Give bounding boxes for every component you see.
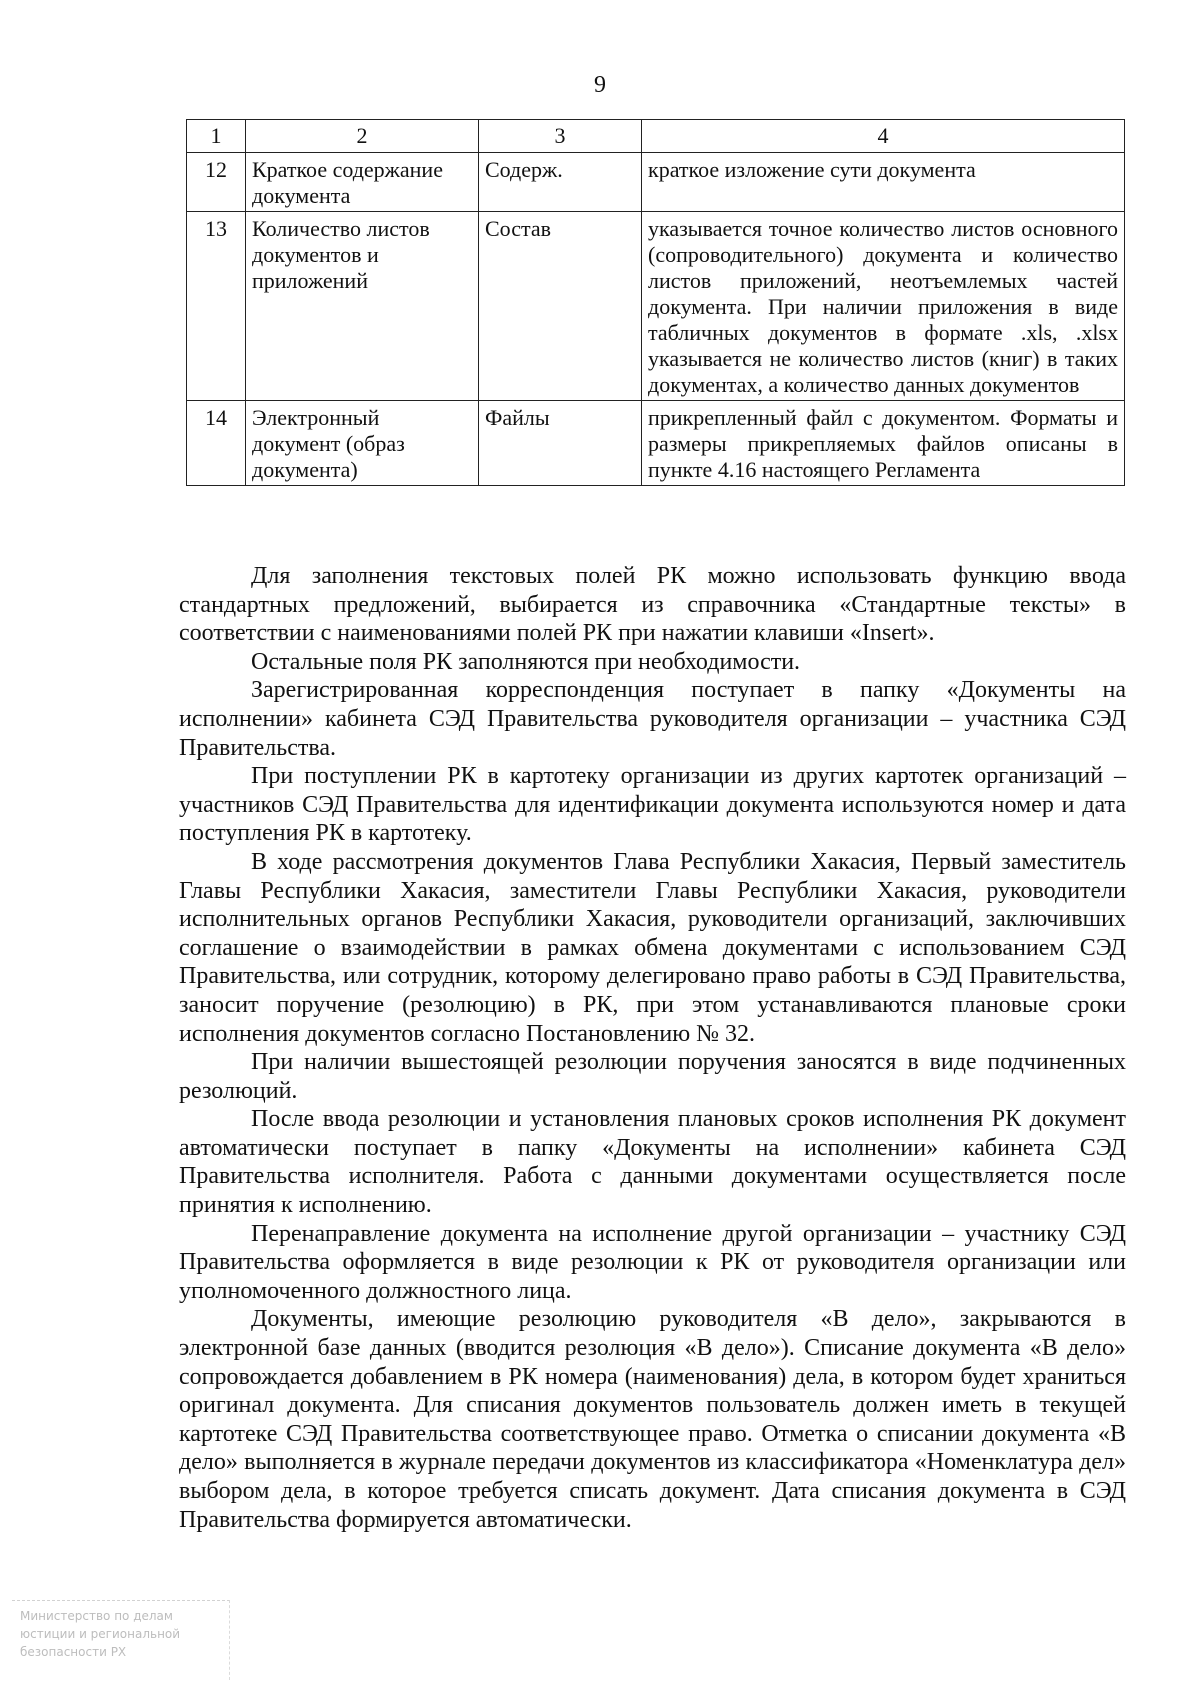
table-header-row (187, 120, 1125, 153)
paragraph: Перенаправление документа на исполнение другой организации – участнику СЭД Правительства оформляется в виде резолюции к РК от руководителя организации или уполномоченного должностного лица. (179, 1220, 1126, 1304)
paragraph: При поступлении РК в картотеку организации из других картотек организаций – участников СЭД Правительства для идентификации документа используются номер и дата поступления РК в картотеку. (179, 763, 1126, 847)
field-short-name: Состав (479, 212, 642, 401)
paragraph: В ходе рассмотрения документов Глава Республики Хакасия, Первый заместитель Главы Республики Хакасия, заместители Главы Республики Хакасия, руководители исполнительных органов Республики Хакасия, руководители организаций, заключивших соглашение о взаимодействии в рамках обмена документами с использованием СЭД Правительства, или сотрудник, которому делегировано право работы в СЭД Правительства, заносит поручение (резолюцию) в РК, при этом устанавливаются плановые сроки исполнения документов согласно Постановлению № 32. (179, 848, 1126, 1047)
stamp-line: безопасности РХ (20, 1645, 127, 1659)
row-number: 12 (187, 153, 246, 212)
header-cell: 1 (187, 120, 246, 153)
header-cell: 3 (479, 120, 642, 153)
field-description: прикрепленный файл с документом. Форматы и размеры прикрепляемых файлов описаны в пункте 4.16 настоящего Регламента (642, 401, 1125, 486)
table-row (187, 212, 1125, 401)
field-description: краткое изложение сути документа (642, 153, 1125, 212)
row-number: 14 (187, 401, 246, 486)
paragraph: После ввода резолюции и установления плановых сроков исполнения РК документ автоматически поступает в папку «Документы на исполнении» кабинета СЭД Правительства исполнителя. Работа с данными документами осуществляется после принятия к исполнению. (179, 1106, 1126, 1219)
row-number: 13 (187, 212, 246, 401)
paragraph: Документы, имеющие резолюцию руководителя «В дело», закрываются в электронной базе данных (вводится резолюция «В дело»). Списание документа «В дело» сопровождается добавлением в РК номера (наименования) дела, в котором будет храниться оригинал документа. Для списания документов пользователь должен иметь в текущей картотеке СЭД Правительства соответствующее право. Отметка о списании документа «В дело» выполняется в журнале передачи документов из классификатора «Номенклатура дел» выбором дела, в которое требуется списать документ. Дата списания документа в СЭД Правительства формируется автоматически. (179, 1306, 1126, 1533)
header-cell: 2 (246, 120, 479, 153)
table-row (187, 401, 1125, 486)
paragraph: Для заполнения текстовых полей РК можно использовать функцию ввода стандартных предложений, выбирается из справочника «Стандартные тексты» в соответствии с наименованиями полей РК при нажатии клавиши «Insert». (179, 563, 1126, 647)
stamp-line: юстиции и региональной (20, 1627, 181, 1641)
page-number: 9 (594, 72, 606, 98)
field-name: Краткое содержание документа (246, 153, 479, 212)
field-name: Электронный документ (образ документа) (246, 401, 479, 486)
table-row (187, 153, 1125, 212)
field-short-name: Файлы (479, 401, 642, 486)
registration-stamp (12, 1600, 230, 1680)
header-cell: 4 (642, 120, 1125, 153)
field-description: указывается точное количество листов основного (сопроводительного) документа и количество листов приложений, неотъемлемых частей документа. При наличии приложения в виде табличных документов в формате .xls, .xlsx указывается не количество листов (книг) в таких документах, а количество данных документов (642, 212, 1125, 401)
paragraph: Остальные поля РК заполняются при необходимости. (251, 648, 801, 675)
field-name: Количество листов документов и приложений (246, 212, 479, 401)
paragraph: Зарегистрированная корреспонденция поступает в папку «Документы на исполнении» кабинета СЭД Правительства руководителя организации – участника СЭД Правительства. (179, 677, 1126, 761)
field-short-name: Содерж. (479, 153, 642, 212)
fields-table (186, 119, 1125, 486)
paragraph: При наличии вышестоящей резолюции поручения заносятся в виде подчиненных резолюций. (179, 1049, 1126, 1104)
stamp-line: Министерство по делам (20, 1609, 173, 1623)
body-text (179, 562, 1126, 1534)
